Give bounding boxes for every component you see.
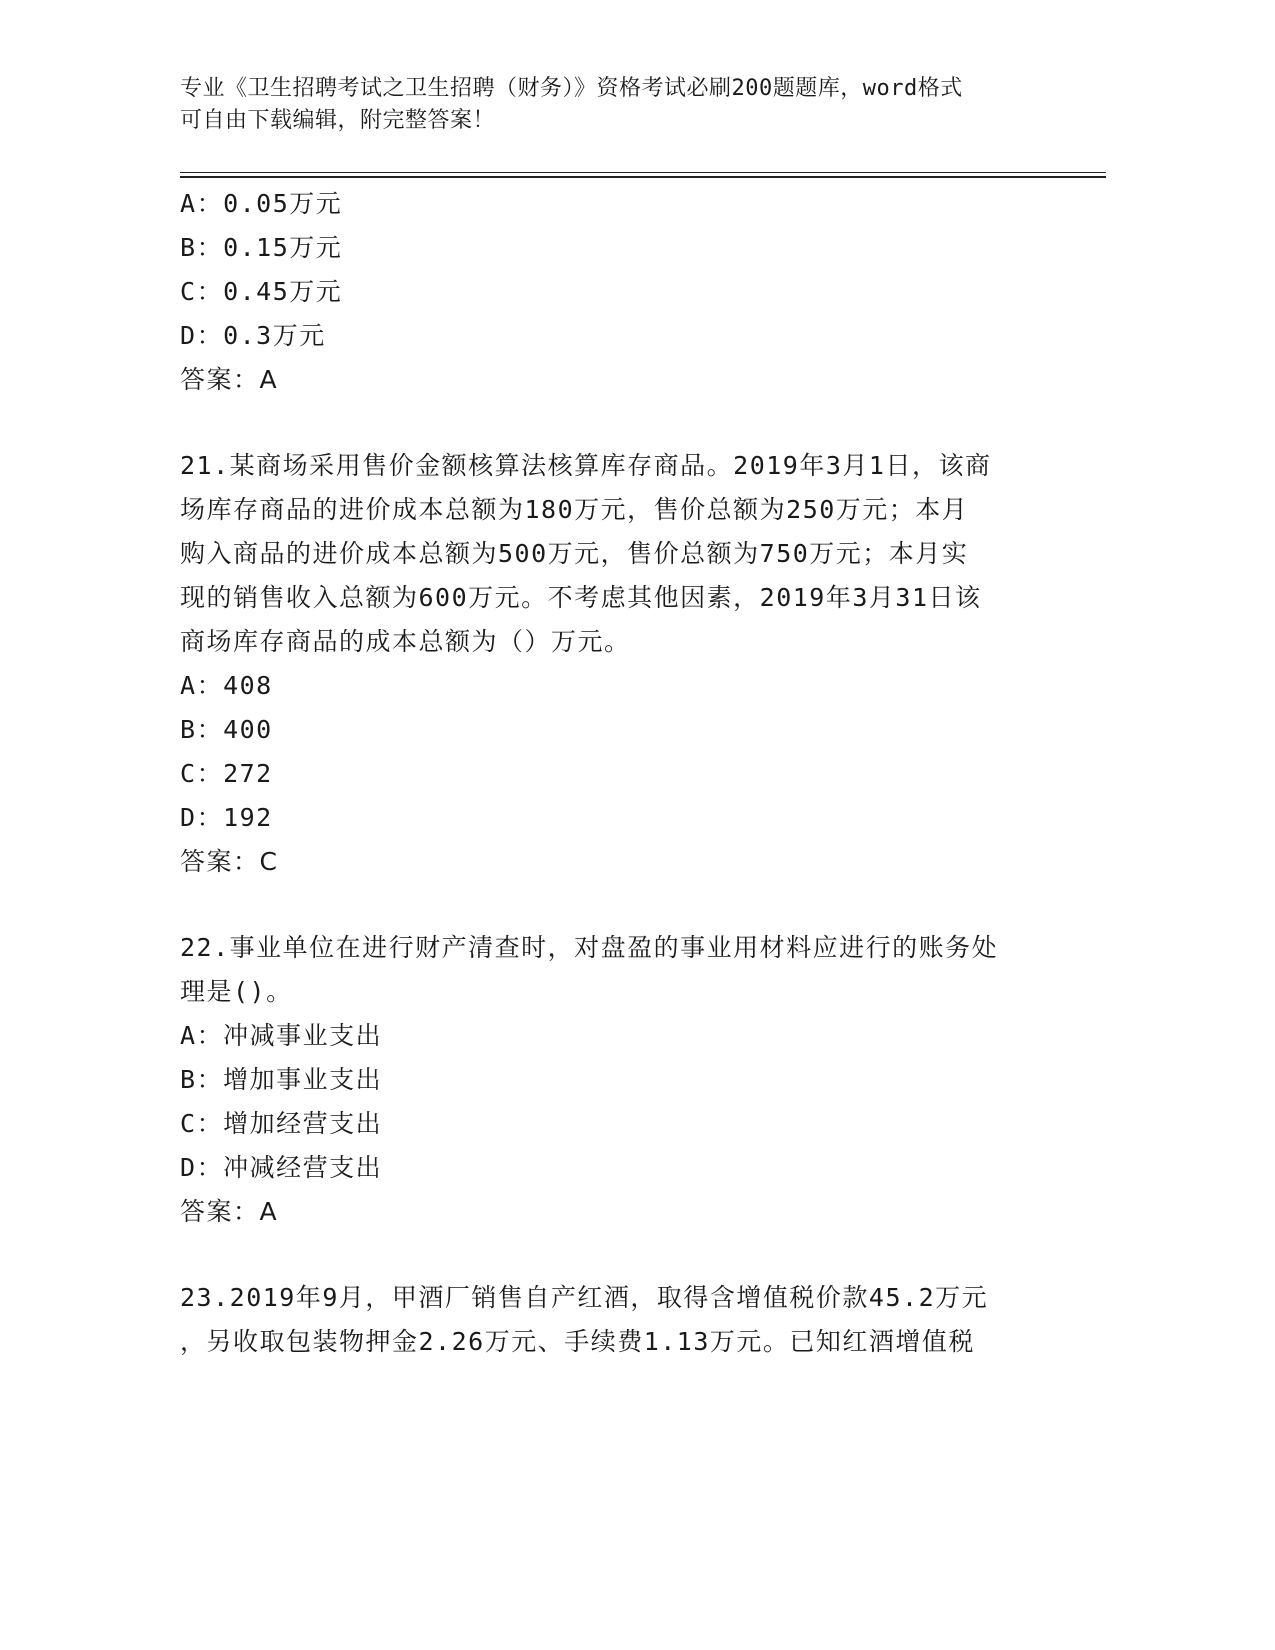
header-title-line-1: 专业《卫生招聘考试之卫生招聘（财务）》资格考试必刷200题题库，word格式 [180, 76, 963, 101]
question-21-block [180, 444, 1050, 884]
option-letter: A [180, 1021, 197, 1050]
option-separator: ： [196, 759, 224, 788]
question-text-line: ，另收取包装物押金2.26万元、手续费1.13万元。已知红酒增值税 [180, 1327, 975, 1356]
question-23-block [180, 1276, 1050, 1364]
prev-question-block [180, 182, 1050, 402]
option-text: 增加事业支出 [223, 1065, 383, 1094]
spacer [180, 402, 1050, 444]
option-separator: ： [196, 715, 224, 744]
option-letter: D [180, 803, 197, 832]
question-text-line: 现的销售收入总额为600万元。不考虑其他因素，2019年3月31日该 [180, 583, 982, 612]
option-text: 增加经营支出 [223, 1109, 383, 1138]
option-text: 272 [223, 759, 273, 788]
option-d [180, 796, 1050, 840]
option-separator: ： [196, 189, 224, 218]
question-text-line: 22.事业单位在进行财产清查时，对盘盈的事业用材料应进行的账务处 [180, 933, 999, 962]
option-separator: ： [196, 1065, 224, 1094]
option-separator: ： [196, 803, 224, 832]
option-b [180, 226, 1050, 270]
option-separator: ： [196, 1153, 224, 1182]
option-text: 0.15万元 [223, 233, 343, 262]
option-letter: D [180, 321, 197, 350]
answer-line: 答案：A [180, 1197, 279, 1226]
option-text: 冲减经营支出 [223, 1153, 383, 1182]
option-c [180, 752, 1050, 796]
option-c [180, 1102, 1050, 1146]
answer-line: 答案：A [180, 365, 279, 394]
option-separator: ： [196, 1021, 224, 1050]
option-text: 408 [223, 671, 273, 700]
spacer [180, 884, 1050, 926]
option-separator: ： [196, 671, 224, 700]
option-separator: ： [196, 1109, 224, 1138]
option-letter: B [180, 1065, 197, 1094]
option-letter: C [180, 277, 197, 306]
question-22-block [180, 926, 1050, 1234]
option-text: 400 [223, 715, 273, 744]
option-c [180, 270, 1050, 314]
option-letter: A [180, 671, 197, 700]
option-a [180, 1014, 1050, 1058]
option-letter: C [180, 1109, 197, 1138]
header-title-line-2: 可自由下载编辑，附完整答案！ [180, 108, 496, 133]
document-header [180, 73, 1060, 137]
option-text: 0.45万元 [223, 277, 343, 306]
question-text-line: 购入商品的进价成本总额为500万元，售价总额为750万元；本月实 [180, 539, 969, 568]
option-d [180, 314, 1050, 358]
option-separator: ： [196, 321, 224, 350]
option-letter: C [180, 759, 197, 788]
option-b [180, 1058, 1050, 1102]
question-text-line: 理是()。 [180, 977, 293, 1006]
header-rule-thin [180, 172, 1106, 173]
option-text: 冲减事业支出 [223, 1021, 383, 1050]
spacer [180, 1234, 1050, 1276]
question-text-line: 23.2019年9月，甲酒厂销售自产红酒，取得含增值税价款45.2万元 [180, 1283, 989, 1312]
option-a [180, 664, 1050, 708]
option-text: 0.3万元 [223, 321, 326, 350]
option-letter: B [180, 715, 197, 744]
question-text-line: 商场库存商品的成本总额为（）万元。 [180, 627, 631, 656]
option-b [180, 708, 1050, 752]
option-d [180, 1146, 1050, 1190]
option-separator: ： [196, 233, 224, 262]
option-letter: A [180, 189, 197, 218]
question-text-line: 场库存商品的进价成本总额为180万元，售价总额为250万元；本月 [180, 495, 969, 524]
question-text-line: 21.某商场采用售价金额核算法核算库存商品。2019年3月1日，该商 [180, 451, 992, 480]
option-letter: D [180, 1153, 197, 1182]
option-letter: B [180, 233, 197, 262]
option-a [180, 182, 1050, 226]
document-body [180, 182, 1050, 1364]
option-separator: ： [196, 277, 224, 306]
header-rule-thick [180, 176, 1106, 178]
answer-line: 答案：C [180, 847, 279, 876]
option-text: 192 [223, 803, 273, 832]
option-text: 0.05万元 [223, 189, 343, 218]
